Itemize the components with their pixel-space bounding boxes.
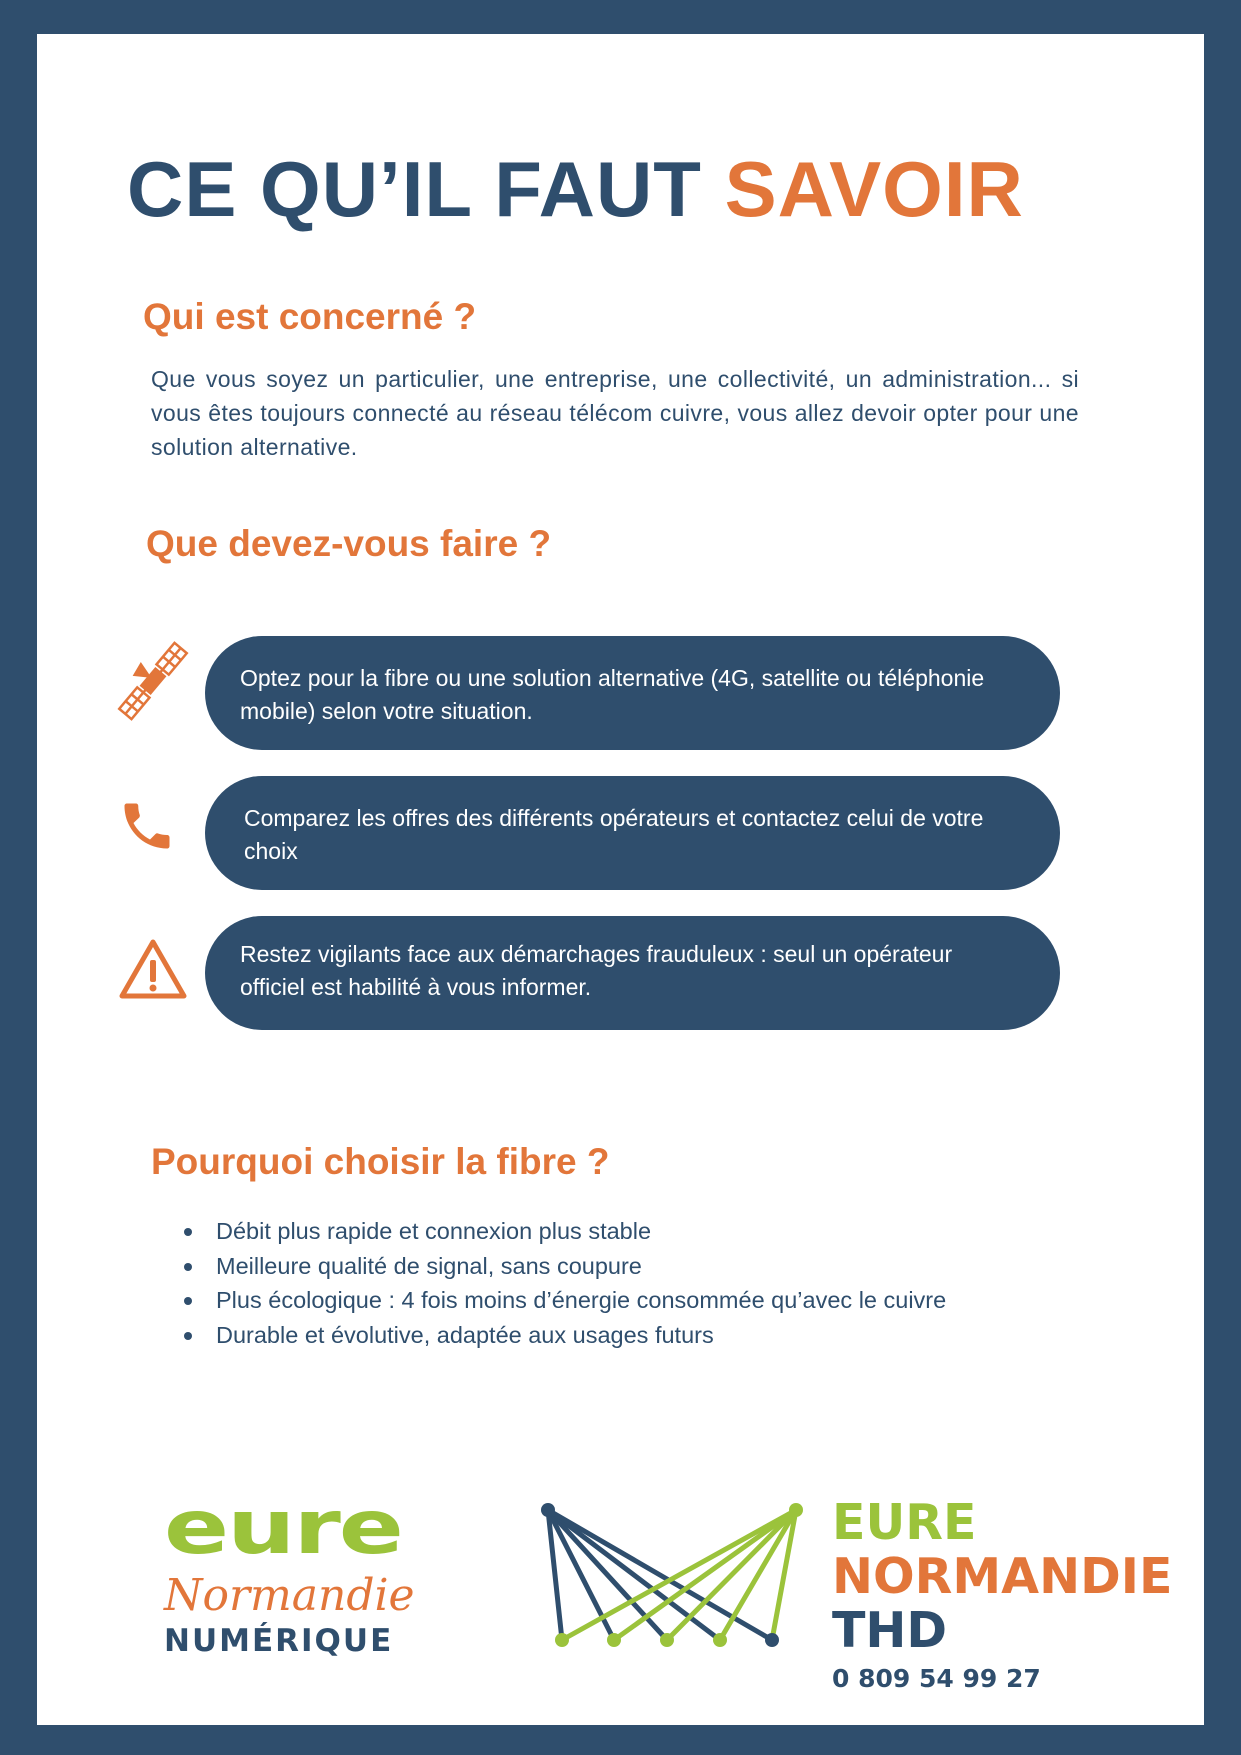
logo-eure-normandie-numerique <box>164 1483 424 1659</box>
warning-icon <box>118 938 188 1000</box>
list-item: Plus écologique : 4 fois moins d’énergie consommée qu’avec le cuivre <box>182 1283 946 1318</box>
logo-word-numerique: NUMÉRIQUE <box>164 1623 394 1659</box>
title-main: CE QU’IL FAUT <box>127 145 702 233</box>
logo-word-thd: THD <box>832 1602 948 1659</box>
benefits-list <box>182 1214 946 1352</box>
list-item: Meilleure qualité de signal, sans coupure <box>182 1249 946 1284</box>
heading-why: Pourquoi choisir la fibre ? <box>151 1141 610 1182</box>
phone-number[interactable]: 0 809 54 99 27 <box>832 1664 1041 1693</box>
intro-text: Que vous soyez un particulier, une entreprise, une collectivité, un administration... si vous êtes toujours connecté au réseau télécom cuivre, vous allez devoir opter pour une solution alternative. <box>151 366 1079 460</box>
step-card-vigilance <box>205 916 1060 1030</box>
logo-word-normandie: NORMANDIE <box>832 1548 1173 1605</box>
list-item: Débit plus rapide et connexion plus stable <box>182 1214 946 1249</box>
page-title <box>127 144 1024 235</box>
network-mesh-icon <box>534 1500 804 1650</box>
page <box>37 34 1204 1725</box>
logo-eure-normandie-thd <box>832 1496 1172 1693</box>
satellite-icon <box>115 636 191 726</box>
heading-who: Qui est concerné ? <box>143 296 477 337</box>
heading-what: Que devez-vous faire ? <box>146 523 552 564</box>
list-item: Durable et évolutive, adaptée aux usages futurs <box>182 1318 946 1353</box>
logo-word-eure: EURE <box>832 1494 977 1551</box>
step-text: Optez pour la fibre ou une solution alternative (4G, satellite ou téléphonie mobile) selon votre situation. <box>240 665 985 724</box>
step-card-fibre <box>205 636 1060 750</box>
step-card-compare <box>205 776 1060 890</box>
step-text: Restez vigilants face aux démarchages frauduleux : seul un opérateur officiel est habilité à vous informer. <box>240 941 953 1000</box>
phone-icon <box>117 796 177 856</box>
logo-word-normandie: Normandie <box>164 1570 415 1621</box>
title-accent: SAVOIR <box>724 145 1024 233</box>
step-text: Comparez les offres des différents opérateurs et contactez celui de votre choix <box>244 805 984 864</box>
logo-word-eure: eure <box>164 1483 402 1572</box>
